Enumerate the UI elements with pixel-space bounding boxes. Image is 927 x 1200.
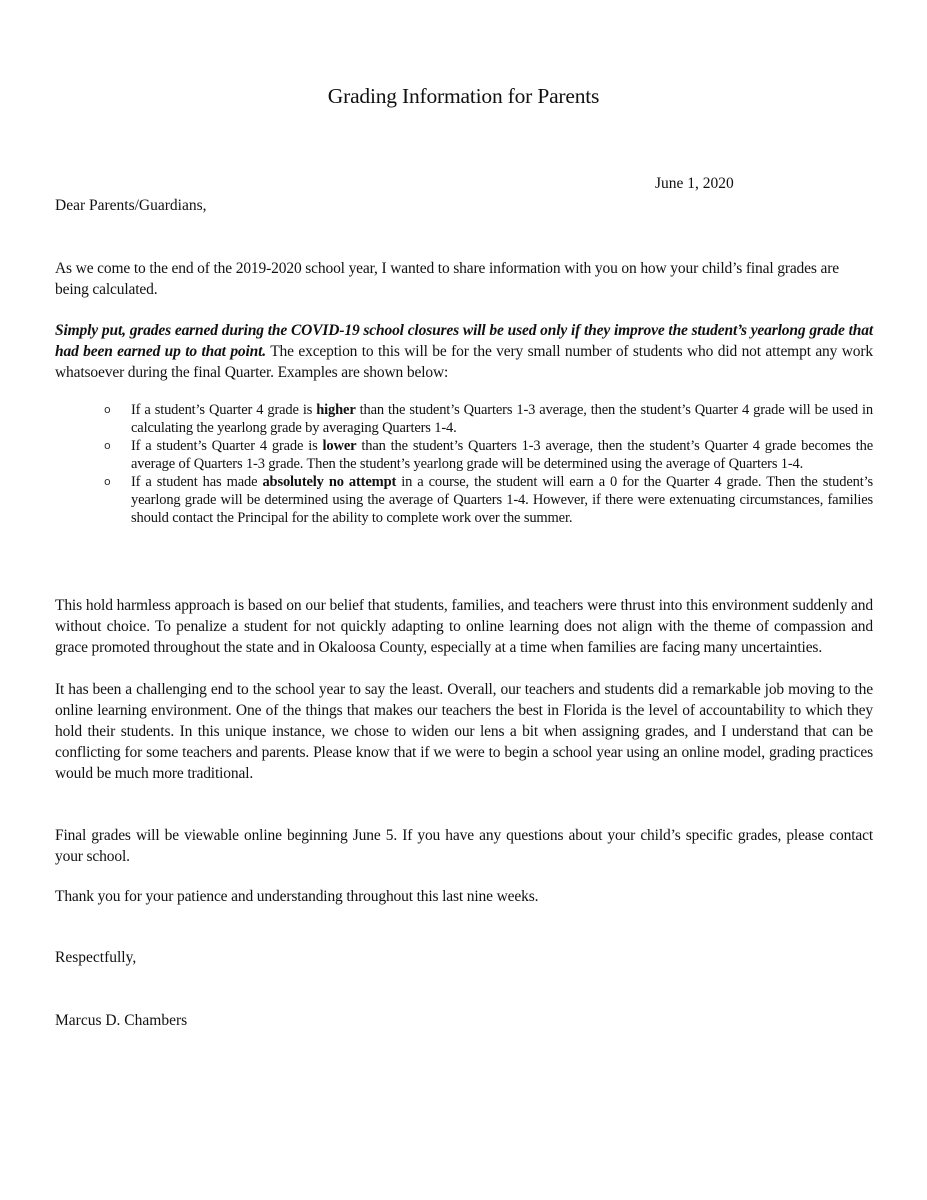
- list-item: o If a student has made absolutely no attempt in a course, the student will earn a 0 for the Quarter 4 grade. Then the student’s yearlong grade will be determined using the average of Quarters 1-4. However, if there were extenuating circumstances, families should contact the Principal for the ability to complete work over the summer.: [104, 474, 873, 526]
- circle-bullet-icon: o: [104, 403, 111, 416]
- summary-paragraph: [55, 320, 873, 383]
- challenging-paragraph: It has been a challenging end to the school year to say the least. Overall, our teachers and students did a remarkable job moving to the online learning environment. One of the things that makes our teachers the best in Florida is the level of accountability to which they hold their students. In this unique instance, we chose to widen our lens a bit when assigning grades, and I understand that can be conflicting for some teachers and parents. Please know that if we were to begin a school year using an online model, grading practices would be much more traditional.: [55, 681, 873, 782]
- list-item: o If a student’s Quarter 4 grade is lower than the student’s Quarters 1-3 average, then the student’s Quarter 4 grade becomes the average of Quarters 1-3 grade. Then the student’s yearlong grade will be determined using the average of Quarters 1-4.: [104, 438, 873, 472]
- emphasis-no-attempt: absolutely no attempt: [262, 474, 397, 490]
- list-item: o If a student’s Quarter 4 grade is higher than the student’s Quarters 1-3 average, then the student’s Quarter 4 grade will be used in calculating the yearlong grade by averaging Quarters 1-4.: [104, 402, 873, 436]
- emphasis-higher: higher: [316, 402, 356, 418]
- examples-list: [104, 401, 873, 527]
- intro-paragraph: As we come to the end of the 2019-2020 school year, I wanted to share information with you on how your child’s final grades are being calculated.: [55, 260, 839, 298]
- letter-date: June 1, 2020: [655, 175, 734, 192]
- letter-title: Grading Information for Parents: [327, 84, 600, 108]
- thanks-paragraph: Thank you for your patience and understanding throughout this last nine weeks.: [55, 888, 539, 905]
- circle-bullet-icon: o: [104, 439, 111, 452]
- signature: Marcus D. Chambers: [55, 1012, 188, 1029]
- hold-harmless-paragraph: This hold harmless approach is based on our belief that students, families, and teachers were thrust into this environment suddenly and without choice. To penalize a student for not quickly adapting to online learning does not align with the theme of compassion and grace promoted throughout the state and in Okaloosa County, especially at a time when families are facing many uncertainties.: [55, 597, 873, 656]
- summary-rest: The exception to this will be for the very small number of students who did not attempt any work whatsoever during the final Quarter. Examples are shown below:: [55, 343, 873, 381]
- emphasis-lower: lower: [322, 438, 357, 454]
- final-grades-paragraph: Final grades will be viewable online beginning June 5. If you have any questions about your child’s specific grades, please contact your school.: [55, 827, 873, 865]
- circle-bullet-icon: o: [104, 475, 111, 488]
- salutation: Dear Parents/Guardians,: [55, 197, 207, 214]
- summary-emphasis: Simply put, grades earned during the COVID-19 school closures will be used only if they improve the student’s yearlong grade that had been earned up to that point.: [55, 322, 873, 360]
- closing: Respectfully,: [55, 949, 137, 966]
